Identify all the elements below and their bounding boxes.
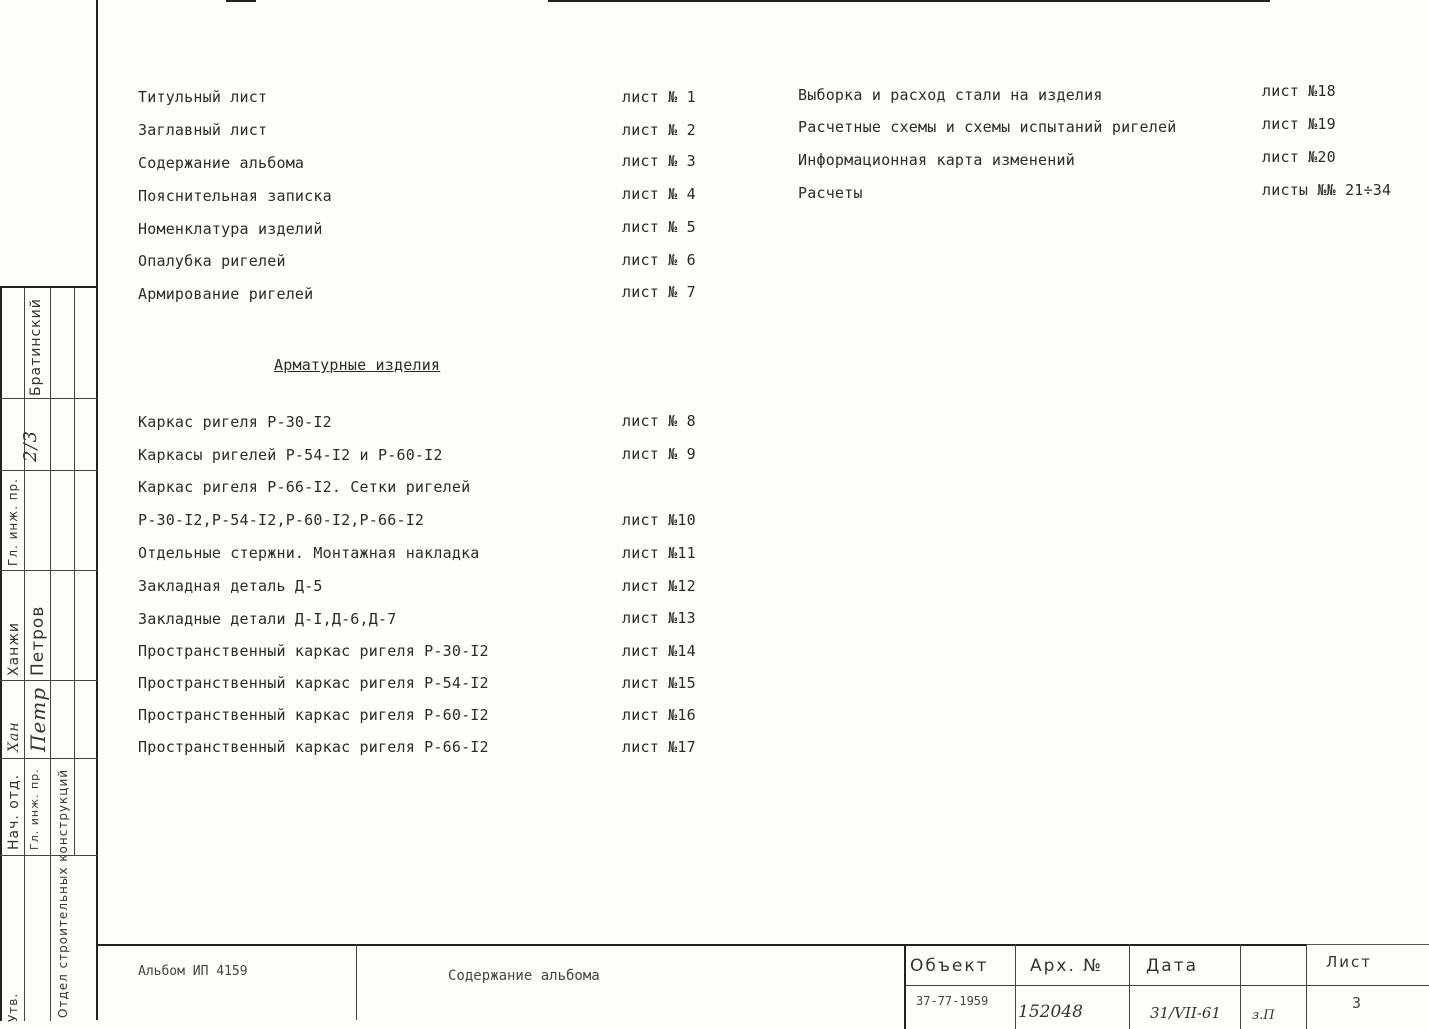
top-edge-line: [548, 0, 1270, 2]
stamp-role-check: Гл. инж. пр.: [28, 768, 41, 850]
stamp-dept: Отдел строительных конструкций: [56, 768, 70, 1018]
toc-right-sheet-1: лист №18: [1262, 82, 1336, 100]
toc-arm-sheet-10: лист №16: [622, 706, 696, 724]
toc-right-title-2: Расчетные схемы и схемы испытаний ригелей: [798, 118, 1177, 136]
toc-arm-title-2: Каркасы ригелей Р-54-I2 и Р-60-I2: [138, 446, 443, 464]
stamp-name-1: Братинский: [28, 298, 44, 396]
toc-arm-title-5: Отдельные стержни. Монтажная накладка: [138, 544, 480, 562]
stamp-sign-2: Петр: [26, 686, 50, 752]
date-value: 31/VII-61: [1150, 1004, 1221, 1022]
toc-right-sheet-3: лист №20: [1262, 148, 1336, 166]
toc-left-sheet-1: лист № 1: [622, 88, 696, 106]
stamp-name-3: Ханжи: [6, 621, 22, 676]
toc-arm-sheet-9: лист №15: [622, 674, 696, 692]
toc-arm-title-10: Пространственный каркас ригеля Р-60-I2: [138, 706, 489, 724]
toc-left-sheet-7: лист № 7: [622, 283, 696, 301]
toc-arm-sheet-2: лист № 9: [622, 445, 696, 463]
toc-arm-sheet-11: лист №17: [622, 738, 696, 756]
toc-left-title-1: Титульный лист: [138, 88, 268, 106]
stamp-approved: Утв.: [6, 992, 20, 1022]
toc-arm-sheet-5: лист №11: [622, 544, 696, 562]
toc-arm-sheet-7: лист №13: [622, 609, 696, 627]
toc-right-title-3: Информационная карта изменений: [798, 151, 1075, 169]
toc-right-sheet-4: листы №№ 21÷34: [1262, 181, 1392, 199]
toc-left-sheet-2: лист № 2: [622, 121, 696, 139]
object-label: Объект: [910, 956, 989, 976]
toc-arm-title-7: Закладные детали Д-I,Д-6,Д-7: [138, 610, 397, 628]
toc-arm-sheet-8: лист №14: [622, 642, 696, 660]
sheet-value: 3: [1352, 994, 1362, 1012]
toc-left-title-2: Заглавный лист: [138, 121, 268, 139]
short-sign: з.П: [1252, 1008, 1275, 1023]
archive-value: 152048: [1018, 1002, 1083, 1022]
toc-left-title-3: Содержание альбома: [138, 154, 305, 172]
stamp-role-chief: Гл. инж. пр.: [6, 478, 20, 566]
toc-arm-title-6: Закладная деталь Д-5: [138, 577, 323, 595]
stamp-name-2: Петров: [28, 605, 48, 676]
stamp-sign-1: Хан: [6, 721, 22, 752]
album-number: Альбом ИП 4159: [138, 964, 248, 979]
stamp-date-sign: 2/3: [20, 430, 41, 462]
toc-left-sheet-3: лист № 3: [622, 152, 696, 170]
top-edge-line-left: [226, 0, 256, 2]
toc-arm-title-4: Р-30-I2,Р-54-I2,Р-60-I2,Р-66-I2: [138, 511, 425, 529]
sheet-label: Лист: [1326, 953, 1373, 971]
date-label: Дата: [1146, 956, 1199, 976]
toc-left-title-5: Номенклатура изделий: [138, 220, 323, 238]
archive-label: Арх. №: [1030, 956, 1103, 976]
toc-arm-sheet-4: лист №10: [622, 511, 696, 529]
toc-right-title-1: Выборка и расход стали на изделия: [798, 86, 1103, 104]
toc-arm-title-9: Пространственный каркас ригеля Р-54-I2: [138, 674, 489, 692]
toc-arm-sheet-6: лист №12: [622, 577, 696, 595]
toc-left-sheet-4: лист № 4: [622, 185, 696, 203]
left-frame-line: [96, 0, 98, 1020]
stamp-role-head: Нач. отд.: [6, 773, 22, 850]
section-heading: Арматурные изделия: [274, 356, 441, 374]
toc-left-title-7: Армирование ригелей: [138, 285, 314, 303]
toc-left-sheet-6: лист № 6: [622, 251, 696, 269]
toc-arm-title-3: Каркас ригеля Р-66-I2. Сетки ригелей: [138, 478, 471, 496]
toc-arm-sheet-1: лист № 8: [622, 412, 696, 430]
doc-title: Содержание альбома: [448, 968, 600, 984]
toc-left-title-4: Пояснительная записка: [138, 187, 332, 205]
toc-arm-title-11: Пространственный каркас ригеля Р-66-I2: [138, 738, 489, 756]
toc-arm-title-8: Пространственный каркас ригеля Р-30-I2: [138, 642, 489, 660]
toc-right-title-4: Расчеты: [798, 184, 863, 202]
toc-arm-title-1: Каркас ригеля Р-30-I2: [138, 413, 332, 431]
toc-left-sheet-5: лист № 5: [622, 218, 696, 236]
toc-left-title-6: Опалубка ригелей: [138, 252, 286, 270]
toc-right-sheet-2: лист №19: [1262, 115, 1336, 133]
object-value: 37-77-1959: [916, 994, 989, 1008]
